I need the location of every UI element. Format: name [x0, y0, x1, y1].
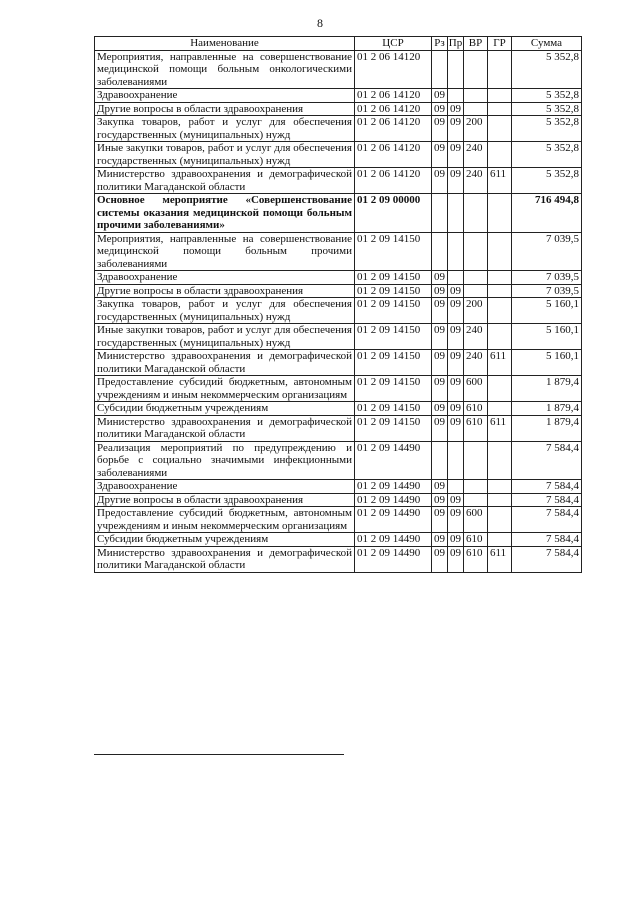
row-sum: 7 039,5	[512, 284, 582, 298]
row-rz: 09	[432, 89, 448, 103]
row-rz: 09	[432, 271, 448, 285]
row-gr	[488, 480, 512, 494]
row-csr: 01 2 09 14490	[355, 507, 432, 533]
row-csr: 01 2 09 14150	[355, 324, 432, 350]
row-pr: 09	[448, 493, 464, 507]
row-pr	[448, 194, 464, 233]
row-vr: 240	[464, 350, 488, 376]
row-pr	[448, 441, 464, 480]
row-csr: 01 2 06 14120	[355, 116, 432, 142]
row-csr: 01 2 09 14490	[355, 480, 432, 494]
table-row	[95, 493, 582, 507]
header-gr: ГР	[488, 37, 512, 51]
row-pr: 09	[448, 142, 464, 168]
row-csr: 01 2 09 14150	[355, 284, 432, 298]
row-csr: 01 2 09 14150	[355, 350, 432, 376]
row-gr	[488, 376, 512, 402]
row-vr	[464, 271, 488, 285]
header-name: Наименование	[95, 37, 355, 51]
row-rz: 09	[432, 507, 448, 533]
header-rz: Рз	[432, 37, 448, 51]
row-pr	[448, 89, 464, 103]
header-csr: ЦСР	[355, 37, 432, 51]
row-pr: 09	[448, 324, 464, 350]
row-name: Мероприятия, направленные на совершенствование медицинской помощи больным прочими заболеваниями	[95, 232, 355, 271]
row-pr: 09	[448, 116, 464, 142]
row-gr: 611	[488, 350, 512, 376]
row-name: Министерство здравоохранения и демографической политики Магаданской области	[95, 168, 355, 194]
row-csr: 01 2 09 14150	[355, 271, 432, 285]
row-gr: 611	[488, 546, 512, 572]
row-gr	[488, 402, 512, 416]
row-name: Реализация мероприятий по предупреждению и борьбе с социально значимыми инфекционными заболеваниями	[95, 441, 355, 480]
row-rz	[432, 232, 448, 271]
table-row	[95, 324, 582, 350]
row-csr: 01 2 09 14490	[355, 493, 432, 507]
row-pr: 09	[448, 546, 464, 572]
header-pr: Пр	[448, 37, 463, 49]
row-pr: 09	[448, 350, 464, 376]
row-name: Здравоохранение	[95, 271, 355, 285]
table-row	[95, 546, 582, 572]
row-pr	[448, 271, 464, 285]
row-gr	[488, 507, 512, 533]
row-rz: 09	[432, 493, 448, 507]
row-vr: 610	[464, 533, 488, 547]
row-csr: 01 2 06 14120	[355, 50, 432, 89]
row-csr: 01 2 09 14150	[355, 402, 432, 416]
row-csr: 01 2 09 14150	[355, 298, 432, 324]
row-sum: 5 160,1	[512, 298, 582, 324]
row-vr: 610	[464, 402, 488, 416]
table-row	[95, 102, 582, 116]
table-row	[95, 284, 582, 298]
row-pr: 09	[448, 168, 464, 194]
row-name: Предоставление субсидий бюджетным, автономным учреждениям и иным некоммерческим организациям	[95, 376, 355, 402]
row-pr: 09	[448, 102, 464, 116]
row-gr	[488, 441, 512, 480]
row-csr: 01 2 09 00000	[355, 194, 432, 233]
row-gr	[488, 284, 512, 298]
table-row	[95, 116, 582, 142]
row-rz: 09	[432, 324, 448, 350]
row-rz: 09	[432, 376, 448, 402]
row-sum: 7 584,4	[512, 480, 582, 494]
header-sum: Сумма	[512, 37, 582, 51]
row-rz: 09	[432, 546, 448, 572]
row-vr	[464, 232, 488, 271]
table-row	[95, 376, 582, 402]
row-csr: 01 2 09 14150	[355, 232, 432, 271]
row-pr	[448, 480, 464, 494]
row-gr	[488, 142, 512, 168]
row-rz: 09	[432, 350, 448, 376]
row-gr	[488, 533, 512, 547]
row-gr	[488, 50, 512, 89]
row-pr: 09	[448, 415, 464, 441]
table-row	[95, 415, 582, 441]
row-gr	[488, 89, 512, 103]
row-csr: 01 2 09 14490	[355, 546, 432, 572]
row-csr: 01 2 06 14120	[355, 89, 432, 103]
row-name: Субсидии бюджетным учреждениям	[95, 533, 355, 547]
table-row	[95, 50, 582, 89]
row-rz	[432, 50, 448, 89]
row-sum: 5 352,8	[512, 168, 582, 194]
row-gr	[488, 324, 512, 350]
row-sum: 1 879,4	[512, 402, 582, 416]
row-csr: 01 2 06 14120	[355, 168, 432, 194]
row-gr	[488, 116, 512, 142]
row-name: Мероприятия, направленные на совершенствование медицинской помощи больным онкологическими заболеваниями	[95, 50, 355, 89]
table-row	[95, 507, 582, 533]
table-row	[95, 402, 582, 416]
row-vr: 200	[464, 116, 488, 142]
row-csr: 01 2 06 14120	[355, 102, 432, 116]
row-rz: 09	[432, 284, 448, 298]
row-csr: 01 2 06 14120	[355, 142, 432, 168]
row-vr	[464, 194, 488, 233]
row-vr: 240	[464, 142, 488, 168]
row-name: Министерство здравоохранения и демографической политики Магаданской области	[95, 350, 355, 376]
row-csr: 01 2 09 14490	[355, 533, 432, 547]
row-csr: 01 2 09 14150	[355, 415, 432, 441]
row-csr: 01 2 09 14150	[355, 376, 432, 402]
row-vr	[464, 493, 488, 507]
table-row	[95, 194, 582, 233]
row-pr: 09	[448, 507, 464, 533]
row-vr	[464, 284, 488, 298]
row-pr	[448, 50, 464, 89]
row-vr	[464, 50, 488, 89]
row-gr	[488, 271, 512, 285]
table-row	[95, 168, 582, 194]
row-vr	[464, 480, 488, 494]
row-pr: 09	[448, 284, 464, 298]
row-gr	[488, 102, 512, 116]
row-gr	[488, 493, 512, 507]
page-number: 8	[317, 16, 323, 30]
row-sum: 5 352,8	[512, 50, 582, 89]
row-vr: 240	[464, 324, 488, 350]
row-name: Закупка товаров, работ и услуг для обеспечения государственных (муниципальных) нужд	[95, 116, 355, 142]
row-name: Здравоохранение	[95, 89, 355, 103]
row-vr	[464, 441, 488, 480]
row-sum: 7 584,4	[512, 493, 582, 507]
row-gr	[488, 194, 512, 233]
row-name: Другие вопросы в области здравоохранения	[95, 102, 355, 116]
table-row	[95, 271, 582, 285]
row-pr	[448, 232, 464, 271]
row-name: Закупка товаров, работ и услуг для обеспечения государственных (муниципальных) нужд	[95, 298, 355, 324]
row-vr: 200	[464, 298, 488, 324]
row-vr: 600	[464, 376, 488, 402]
row-name: Министерство здравоохранения и демографической политики Магаданской области	[95, 546, 355, 572]
row-name: Субсидии бюджетным учреждениям	[95, 402, 355, 416]
row-name: Здравоохранение	[95, 480, 355, 494]
row-vr: 610	[464, 546, 488, 572]
table-row	[95, 89, 582, 103]
row-sum: 7 584,4	[512, 441, 582, 480]
row-pr: 09	[448, 298, 464, 324]
row-rz: 09	[432, 142, 448, 168]
row-gr	[488, 298, 512, 324]
row-gr: 611	[488, 168, 512, 194]
footnote-divider	[94, 754, 344, 755]
row-vr	[464, 89, 488, 103]
row-sum: 1 879,4	[512, 376, 582, 402]
table-row	[95, 232, 582, 271]
row-sum: 1 879,4	[512, 415, 582, 441]
row-rz: 09	[432, 415, 448, 441]
row-pr: 09	[448, 402, 464, 416]
row-rz: 09	[432, 116, 448, 142]
row-sum: 7 584,4	[512, 507, 582, 533]
row-rz: 09	[432, 298, 448, 324]
row-rz: 09	[432, 480, 448, 494]
row-name: Предоставление субсидий бюджетным, автономным учреждениям и иным некоммерческим организациям	[95, 507, 355, 533]
row-name: Основное мероприятие «Совершенствование системы оказания медицинской помощи больным прочими заболеваниями»	[95, 194, 355, 233]
row-sum: 5 352,8	[512, 89, 582, 103]
row-sum: 7 039,5	[512, 271, 582, 285]
table-row	[95, 298, 582, 324]
row-name: Другие вопросы в области здравоохранения	[95, 284, 355, 298]
row-sum: 5 160,1	[512, 350, 582, 376]
row-csr: 01 2 09 14490	[355, 441, 432, 480]
row-vr: 600	[464, 507, 488, 533]
row-rz	[432, 441, 448, 480]
table-row	[95, 441, 582, 480]
row-sum: 5 352,8	[512, 116, 582, 142]
table-row	[95, 350, 582, 376]
row-sum: 5 160,1	[512, 324, 582, 350]
row-name: Иные закупки товаров, работ и услуг для обеспечения государственных (муниципальных) нужд	[95, 324, 355, 350]
row-name: Министерство здравоохранения и демографической политики Магаданской области	[95, 415, 355, 441]
row-vr: 240	[464, 168, 488, 194]
row-gr: 611	[488, 415, 512, 441]
row-rz	[432, 194, 448, 233]
header-vr: ВР	[464, 37, 488, 51]
row-name: Иные закупки товаров, работ и услуг для обеспечения государственных (муниципальных) нужд	[95, 142, 355, 168]
row-rz: 09	[432, 102, 448, 116]
row-rz: 09	[432, 168, 448, 194]
budget-table	[94, 36, 582, 573]
row-sum: 716 494,8	[512, 194, 582, 233]
table-row	[95, 480, 582, 494]
row-name: Другие вопросы в области здравоохранения	[95, 493, 355, 507]
row-sum: 5 352,8	[512, 142, 582, 168]
table-header-row	[95, 37, 582, 51]
row-rz: 09	[432, 533, 448, 547]
table-row	[95, 533, 582, 547]
row-sum: 7 584,4	[512, 533, 582, 547]
row-vr: 610	[464, 415, 488, 441]
row-sum: 5 352,8	[512, 102, 582, 116]
row-pr: 09	[448, 533, 464, 547]
row-sum: 7 039,5	[512, 232, 582, 271]
row-pr: 09	[448, 376, 464, 402]
row-vr	[464, 102, 488, 116]
row-rz: 09	[432, 402, 448, 416]
table-row	[95, 142, 582, 168]
row-sum: 7 584,4	[512, 546, 582, 572]
row-gr	[488, 232, 512, 271]
